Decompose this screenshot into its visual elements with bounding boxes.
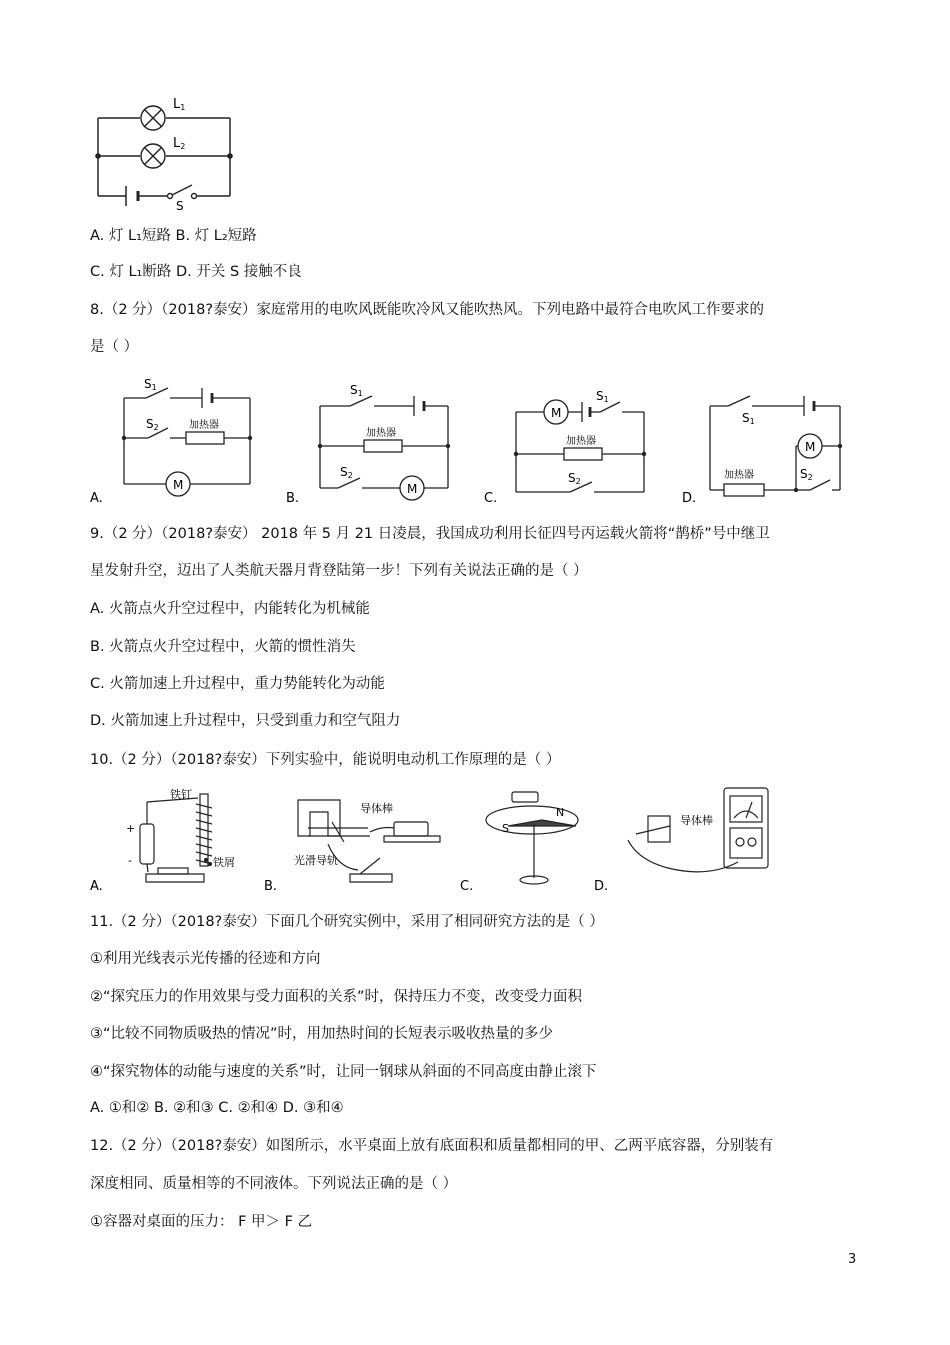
svg-text:加热器: 加热器 [566,436,596,447]
label-l2: L2 [173,136,186,151]
q11-item-1: ①利用光线表示光传播的径迹和方向 [90,951,321,967]
q8-stem-cont: 是（ ） [90,339,139,355]
lamp-l1-icon [141,106,165,130]
svg-text:C.: C. [460,879,474,894]
svg-text:S1: S1 [596,389,609,404]
svg-text:S1: S1 [742,411,755,426]
svg-text:S2: S2 [568,471,581,486]
svg-text:C.: C. [484,491,498,506]
svg-text:加热器: 加热器 [724,470,754,481]
q8-circuit-a [90,377,252,506]
svg-text:+: + [126,822,136,835]
q9-option-c: C. 火箭加速上升过程中，重力势能转化为动能 [90,676,385,692]
q11-stem: 11.（2 分）（2018?泰安）下面几个研究实例中，采用了相同研究方法的是（ ） [90,914,604,930]
q12-item-1: ①容器对桌面的压力： F 甲＞ F 乙 [90,1214,313,1230]
svg-text:M: M [805,440,816,454]
svg-text:M: M [551,406,562,420]
q9-option-b: B. 火箭点火升空过程中，火箭的惯性消失 [90,639,356,655]
q11-item-4: ④“探究物体的动能与速度的关系”时，让同一钢球从斜面的不同高度由静止滚下 [90,1064,597,1080]
q10-stem: 10.（2 分）（2018?泰安）下列实验中，能说明电动机工作原理的是（ ） [90,752,561,768]
q9-option-a: A. 火箭点火升空过程中，内能转化为机械能 [90,601,370,617]
svg-text:加热器: 加热器 [366,428,396,439]
q8-circuit-d [682,396,842,506]
svg-text:M: M [173,478,184,492]
q11-item-2: ②“探究压力的作用效果与受力面积的关系”时，保持压力不变，改变受力面积 [90,989,583,1005]
q9-stem: 9.（2 分）（2018?泰安） 2018 年 5 月 21 日凌晨，我国成功利用长征四号丙运载火箭将“鹊桥”号中继卫 [90,526,770,542]
q12-stem: 12.（2 分）（2018?泰安）如图所示，水平桌面上放有底面积和质量都相同的甲、乙两平底容器，分别装有 [90,1138,774,1154]
q10-figure-d [628,788,768,872]
label-l1: L1 [173,97,186,112]
svg-text:铁钉: 铁钉 [170,788,192,801]
q8-stem: 8.（2 分）（2018?泰安）家庭常用的电吹风既能吹冷风又能吹热风。下列电路中最符合电吹风工作要求的 [90,302,765,318]
q8-circuit-c [484,389,646,506]
svg-text:S1: S1 [350,383,363,398]
svg-text:S: S [502,822,509,835]
svg-text:D.: D. [682,491,697,506]
svg-text:加热器: 加热器 [189,420,219,431]
svg-text:A.: A. [90,879,103,894]
q11-options: A. ①和② B. ②和③ C. ②和④ D. ③和④ [90,1100,344,1116]
q9-stem-cont: 星发射升空，迈出了人类航天器月背登陆第一步！下列有关说法正确的是（ ） [90,563,588,579]
q10-figure-a [140,794,212,882]
q12-stem-cont: 深度相同、质量相等的不同液体。下列说法正确的是（ ） [90,1176,458,1192]
switch-icon [168,185,197,199]
svg-text:M: M [407,482,418,496]
svg-text:铁屑: 铁屑 [213,856,235,869]
page-number: 3 [848,1252,857,1267]
svg-text:A.: A. [90,491,103,506]
battery-icon [126,186,138,206]
label-s: S [176,199,184,212]
svg-text:-: - [128,854,132,867]
svg-text:B.: B. [264,879,278,894]
svg-text:S2: S2 [340,465,353,480]
q7-circuit-diagram [88,92,248,212]
svg-text:导体棒: 导体棒 [680,814,713,827]
svg-text:S2: S2 [800,467,813,482]
q7-options-cd: C. 灯 L₁断路 D. 开关 S 接触不良 [90,264,302,280]
svg-text:D.: D. [594,879,609,894]
q11-item-3: ③“比较不同物质吸热的情况”时，用加热时间的长短表示吸收热量的多少 [90,1026,554,1042]
svg-text:N: N [556,806,565,819]
lamp-l2-icon [141,144,165,168]
svg-text:导体棒: 导体棒 [360,802,393,815]
q8-circuit-options [88,372,848,508]
svg-text:S1: S1 [144,377,157,392]
svg-text:S2: S2 [146,417,159,432]
q8-circuit-b [286,383,450,506]
svg-text:光滑导轨: 光滑导轨 [294,854,338,867]
q10-experiment-figures [88,782,778,896]
svg-text:B.: B. [286,491,300,506]
q9-option-d: D. 火箭加速上升过程中，只受到重力和空气阻力 [90,713,401,729]
q7-options-ab: A. 灯 L₁短路 B. 灯 L₂短路 [90,228,257,244]
